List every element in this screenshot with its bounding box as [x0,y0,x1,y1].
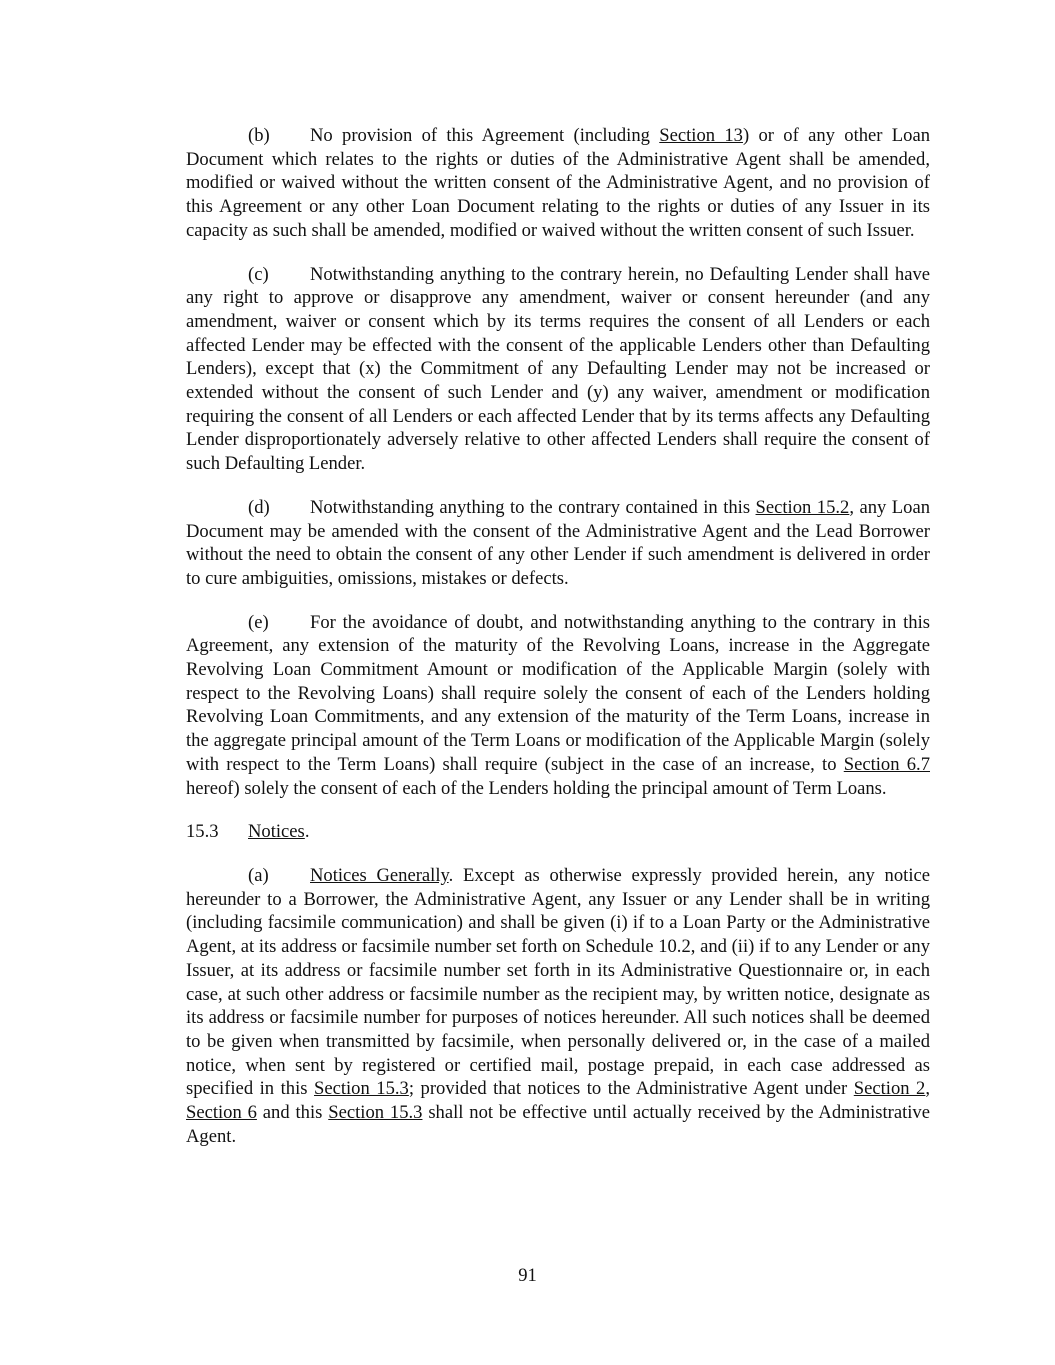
paragraph-label: (d) [248,496,270,518]
paragraph-text: ) or of any other Loan Document which relates to the rights or duties of the Administrative Agent shall be amended, modified or waived without the written consent of the Administrative Agent, and no provision of this Agreement or any other Loan Document relating to the rights or duties of any Issuer in its capacity as such shall be amended, modified or waived without the written consent of such Issuer. [186,125,931,241]
section-reference: Section 6.7 [843,753,930,775]
paragraph-text: hereof) solely the consent of each of the Lenders holding the principal amount of Term Loans. [186,777,887,799]
section-heading-15-3 [186,820,930,844]
paragraph-text: shall not be effective until actually received by the Administrative Agent. [186,1102,930,1147]
heading-period: . [304,821,310,843]
section-reference: Section 6 [186,1102,257,1124]
paragraph-a-notices [186,864,930,1148]
section-reference: Section 2 [853,1078,926,1100]
page-number: 91 [518,1265,537,1286]
section-reference: Section 15.2 [755,496,850,518]
section-reference: Section 15.3 [328,1102,423,1124]
paragraph-label: (e) [248,611,269,633]
paragraph-text: . Except as otherwise expressly provided herein, any notice hereunder to a Borrower, the Administrative Agent, any Issuer or any Lender shall be in writing (including facsimile communication) and shall be given (i) if to a Loan Party or the Administrative Agent, at its address or facsimile number set forth on Schedule 10.2, and (ii) if to any Lender or any Issuer, at its address or facsimile number set forth in its Administrative Questionnaire or, in each case, at such other address or facsimile number as the recipient may, by written notice, designate as its address or facsimile number for purposes of notices hereunder. All such notices shall be deemed to be given when transmitted by facsimile, when personally delivered or, in the case of a mailed notice, when sent by registered or certified mail, postage prepaid, in each case addressed as specified in this [186,864,930,1100]
paragraph-label: (b) [248,125,270,146]
section-reference: Section 13 [659,125,743,146]
paragraph-text: Notwithstanding anything to the contrary herein, no Defaulting Lender shall have any right to approve or disapprove any amendment, waiver or consent hereunder (and any amendment, waiver or consent which by its terms requires the consent of all Lenders or each affected Lender may be effected with the consent of the applicable Lenders other than Defaulting Lenders), except that (x) the Commitment of any Defaulting Lender may not be increased or extended without the consent of such Lender and (y) any waiver, amendment or modification requiring the consent of all Lenders or each affected Lender that by its terms affects any Defaulting Lender disproportionately adversely relative to other affected Lenders shall require the consent of such Defaulting Lender. [186,263,930,475]
subsection-title: Notices Generally [310,864,449,886]
paragraph-e [186,611,930,801]
paragraph-d [186,496,930,591]
paragraph-label: (a) [248,864,269,886]
paragraph-c [186,263,930,476]
paragraph-text: For the avoidance of doubt, and notwithstanding anything to the contrary in this Agreement, any extension of the maturity of the Revolving Loans, increase in the Aggregate Revolving Loan Commitment Amount or modification of the Applicable Margin (solely with respect to the Revolving Loans) shall require solely the consent of each of the Lenders holding Revolving Loan Commitments, and any extension of the maturity of the Term Loans, increase in the aggregate principal amount of the Term Loans or modification of the Applicable Margin (solely with respect to the Term Loans) shall require (subject in the case of an increase, to [186,611,930,775]
paragraph-text: ; provided that notices to the Administrative Agent under [408,1078,854,1100]
document-page [186,124,930,1168]
section-reference: Section 15.3 [314,1078,409,1100]
paragraph-label: (c) [248,263,269,285]
paragraph-b [186,124,930,243]
paragraph-text: , any Loan Document may be amended with the consent of the Administrative Agent and the Lead Borrower without the need to obtain the consent of any other Lender if such amendment is delivered in order to cure ambiguities, omissions, mistakes or defects. [186,496,930,589]
paragraph-text: No provision of this Agreement (including [310,125,660,146]
paragraph-text: , [925,1078,931,1100]
section-number: 15.3 [186,821,219,843]
paragraph-text: Notwithstanding anything to the contrary contained in this [310,496,756,518]
section-title: Notices [248,821,305,843]
paragraph-text: and this [256,1102,329,1124]
